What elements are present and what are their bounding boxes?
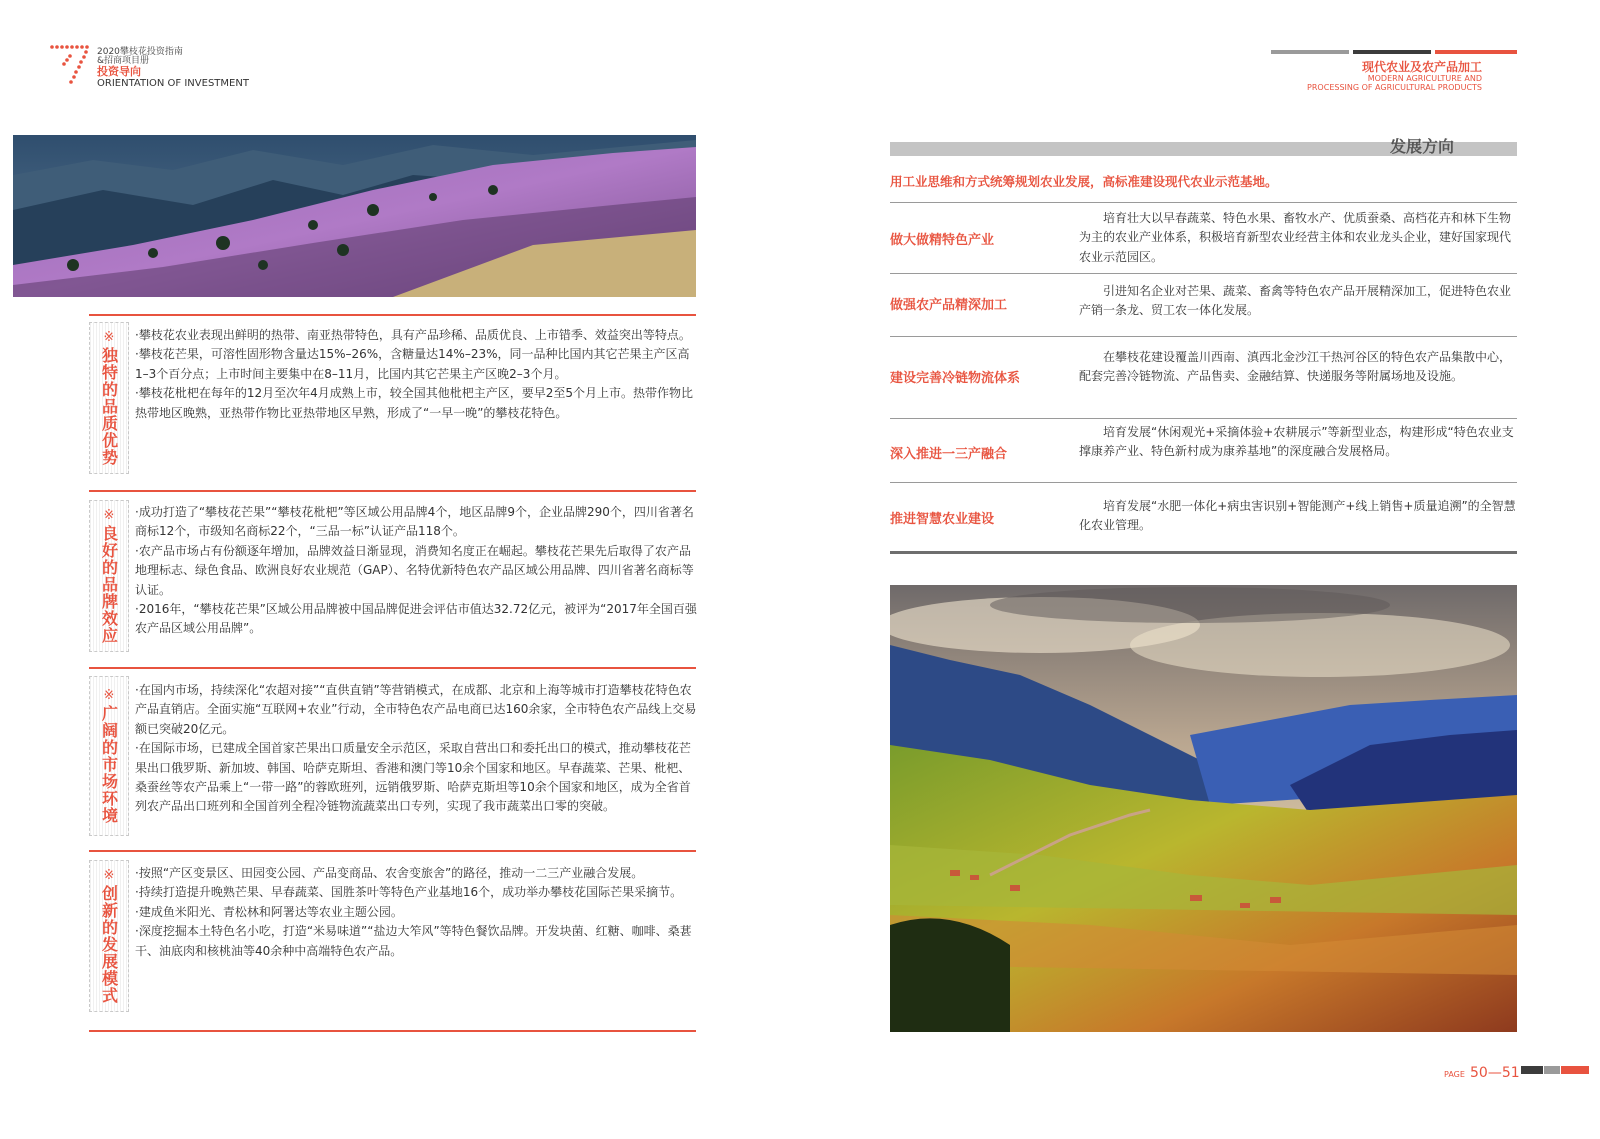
asterisk-icon: ※ xyxy=(103,507,115,523)
section-rule xyxy=(89,314,696,316)
table-row xyxy=(890,418,1517,481)
section-body-model xyxy=(135,864,697,961)
paragraph: ·持续打造提升晚熟芒果、早春蔬菜、国胜茶叶等特色产业基地16个，成功举办攀枝花国际芒果采摘节。 xyxy=(135,885,683,900)
azalea-mountain-photo xyxy=(13,135,696,297)
asterisk-icon: ※ xyxy=(103,329,115,345)
section-rule xyxy=(89,1030,696,1032)
footer-bar-dark xyxy=(1521,1066,1543,1074)
row-key: 做大做精特色产业 xyxy=(890,233,995,248)
page-prefix: PAGE xyxy=(1444,1070,1465,1079)
table-row xyxy=(890,273,1517,335)
asterisk-icon: ※ xyxy=(103,867,115,883)
development-lead: 用工业思维和方式统筹规划农业发展，高标准建设现代农业示范基地。 xyxy=(890,174,1278,189)
header-right xyxy=(1307,60,1482,92)
asterisk-icon: ※ xyxy=(103,687,115,703)
table-row xyxy=(890,336,1517,417)
header-subtitle-1: 2020攀枝花投资指南 xyxy=(97,47,183,57)
section-label-text: 广阔的市场环境 xyxy=(99,704,119,824)
section-label-quality xyxy=(89,322,129,474)
paragraph: ·深度挖掘本土特色名小吃，打造“米易味道”“盐边大笮风”等特色餐饮品牌。开发块菌、红糖、咖啡、桑葚干、油底肉和核桃油等40余种中高端特色农产品。 xyxy=(135,924,692,958)
dotted-seven-logo-icon xyxy=(50,44,94,88)
section-label-model xyxy=(89,860,129,1012)
row-value: 培育发展“休闲观光+采摘体验+农耕展示”等新型业态，构建形成“特色农业支撑康养产业、特色新村成为康养基地”的深度融合发展格局。 xyxy=(1079,425,1514,459)
table-row xyxy=(890,202,1517,272)
section-title-en-1: MODERN AGRICULTURE AND xyxy=(1367,74,1482,83)
row-key: 建设完善冷链物流体系 xyxy=(890,371,1021,386)
footer-bar-gray xyxy=(1544,1066,1560,1074)
row-key: 推进智慧农业建设 xyxy=(890,512,995,527)
table-bottom-rule xyxy=(890,551,1517,554)
section-label-text: 良好的品牌效应 xyxy=(99,524,119,644)
section-title-cn: 现代农业及农产品加工 xyxy=(1361,60,1482,74)
row-value: 培育发展“水肥一体化+病虫害识别+智能测产+线上销售+质量追溯”的全智慧化农业管理。 xyxy=(1079,499,1516,533)
section-label-brand xyxy=(89,500,129,652)
row-key: 做强农产品精深加工 xyxy=(890,298,1008,313)
section-rule xyxy=(89,850,696,852)
section-label-text: 独特的品质优势 xyxy=(99,346,119,466)
row-value: 培育壮大以早春蔬菜、特色水果、畜牧水产、优质蚕桑、高档花卉和林下生物为主的农业产业体系，积极培育新型农业经营主体和农业龙头企业，建好国家现代农业示范园区。 xyxy=(1079,211,1512,264)
header-subtitle-2: &招商项目册 xyxy=(97,56,150,66)
header-title-en: ORIENTATION OF INVESTMENT xyxy=(97,78,249,89)
paragraph: ·按照“产区变景区、田园变公园、产品变商品、农舍变旅舍”的路径，推动一二三产业融合发展。 xyxy=(135,866,644,880)
section-label-text: 创新的发展模式 xyxy=(99,884,119,1004)
page-numbers: 50—51 xyxy=(1470,1065,1520,1081)
section-body-market xyxy=(135,681,697,817)
header-left xyxy=(97,48,249,89)
paragraph: ·攀枝花芒果，可溶性固形物含量达15%–26%，含糖量达14%–23%，同一品种比国内其它芒果主产区高1–3个百分点；上市时间主要集中在8–11月，比国内其它芒果主产区晚2–3个月。 xyxy=(135,347,690,381)
valley-landscape-photo xyxy=(890,585,1517,1032)
paragraph: ·2016年，“攀枝花芒果”区域公用品牌被中国品牌促进会评估市值达32.72亿元，被评为“2017年全国百强农产品区域公用品牌”。 xyxy=(135,602,697,636)
header-title-cn: 投资导向 xyxy=(97,65,141,78)
header-bar-red xyxy=(1435,50,1517,54)
section-rule xyxy=(89,490,696,492)
development-title: 发展方向 xyxy=(1390,137,1455,156)
paragraph: ·攀枝花农业表现出鲜明的热带、南亚热带特色，具有产品珍稀、品质优良、上市错季、效益突出等特点。 xyxy=(135,328,691,342)
page-number xyxy=(1444,1062,1520,1081)
section-rule xyxy=(89,667,696,669)
paragraph: ·攀枝花枇杷在每年的12月至次年4月成熟上市，较全国其他枇杷主产区，要早2至5个月上市。热带作物比热带地区晚熟，亚热带作物比亚热带地区早熟，形成了“一早一晚”的攀枝花特色。 xyxy=(135,386,693,420)
section-body-quality xyxy=(135,326,697,423)
section-label-market xyxy=(89,676,129,836)
footer-bar-red xyxy=(1561,1066,1589,1074)
table-row xyxy=(890,482,1517,551)
section-title-en-2: PROCESSING OF AGRICULTURAL PRODUCTS xyxy=(1307,83,1482,92)
header-bar-dark xyxy=(1353,50,1431,54)
section-body-brand xyxy=(135,503,697,639)
paragraph: ·在国内市场，持续深化“农超对接”“直供直销”等营销模式，在成都、北京和上海等城市打造攀枝花特色农产品直销店。全面实施“互联网+农业”行动，全市特色农产品电商已达160余家，全市特色农产品线上交易额已突破20亿元。 xyxy=(135,683,697,736)
paragraph: ·成功打造了“攀枝花芒果”“攀枝花枇杷”等区域公用品牌4个，地区品牌9个，企业品牌290个，四川省著名商标12个，市级知名商标22个，“三品一标”认证产品118个。 xyxy=(135,505,694,539)
header-bar-gray xyxy=(1271,50,1349,54)
paragraph: ·农产品市场占有份额逐年增加，品牌效益日渐显现，消费知名度正在崛起。攀枝花芒果先后取得了农产品地理标志、绿色食品、欧洲良好农业规范（GAP）、名特优新特色农产品区域公用品牌、四川省著名商标等认证。 xyxy=(135,543,694,597)
row-value: 引进知名企业对芒果、蔬菜、畜禽等特色农产品开展精深加工，促进特色农业产销一条龙、贸工农一体化发展。 xyxy=(1079,284,1512,318)
row-value: 在攀枝花建设覆盖川西南、滇西北金沙江干热河谷区的特色农产品集散中心，配套完善冷链物流、产品售卖、金融结算、快递服务等附属场地及设施。 xyxy=(1079,350,1512,384)
paragraph: ·建成鱼米阳光、青松林和阿署达等农业主题公园。 xyxy=(135,904,403,919)
paragraph: ·在国际市场，已建成全国首家芒果出口质量安全示范区，采取自营出口和委托出口的模式，推动攀枝花芒果出口俄罗斯、新加坡、韩国、哈萨克斯坦、香港和澳门等10余个国家和地区。早春蔬菜、芒果、枇杷、桑蚕丝等农产品乘上“一带一路”的蓉欧班列，远销俄罗斯、哈萨克斯坦等10余个国家和地区，成为全省首列农产品出口班列和全国首列全程冷链物流蔬菜出口专列，实现了我市蔬菜出口零的突破。 xyxy=(135,741,691,814)
row-key: 深入推进一三产融合 xyxy=(890,447,1008,462)
